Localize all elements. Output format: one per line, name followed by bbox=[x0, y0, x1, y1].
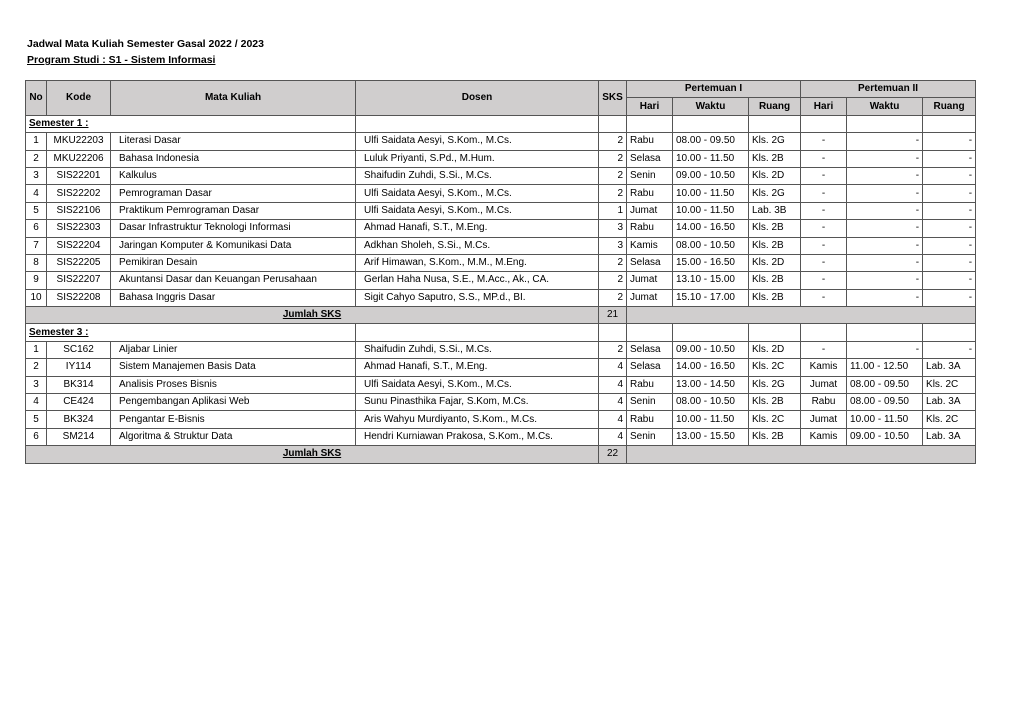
day-2: Jumat bbox=[801, 376, 847, 393]
day-1: Jumat bbox=[627, 289, 673, 306]
total-filler bbox=[627, 307, 976, 324]
course-code: BK324 bbox=[47, 411, 111, 428]
room-2: - bbox=[923, 133, 976, 150]
course-name: Algoritma & Struktur Data bbox=[111, 428, 356, 445]
room-2: - bbox=[923, 289, 976, 306]
empty-cell bbox=[356, 115, 599, 132]
time-2: 09.00 - 10.50 bbox=[847, 428, 923, 445]
document-header bbox=[27, 36, 264, 67]
semester-label: Semester 3 : bbox=[26, 324, 356, 341]
credits: 4 bbox=[599, 376, 627, 393]
lecturer: Ulfi Saidata Aesyi, S.Kom., M.Cs. bbox=[356, 185, 599, 202]
time-1: 15.00 - 16.50 bbox=[673, 254, 749, 271]
credits: 4 bbox=[599, 411, 627, 428]
row-no: 10 bbox=[26, 289, 47, 306]
semester-label: Semester 1 : bbox=[26, 115, 356, 132]
credits: 2 bbox=[599, 185, 627, 202]
day-1: Selasa bbox=[627, 150, 673, 167]
room-2: Lab. 3A bbox=[923, 359, 976, 376]
row-no: 9 bbox=[26, 272, 47, 289]
day-2: - bbox=[801, 341, 847, 358]
credits: 2 bbox=[599, 272, 627, 289]
program-title: Program Studi : S1 - Sistem Informasi bbox=[27, 54, 216, 66]
course-name: Analisis Proses Bisnis bbox=[111, 376, 356, 393]
course-name: Praktikum Pemrograman Dasar bbox=[111, 202, 356, 219]
empty-cell bbox=[847, 115, 923, 132]
table-row bbox=[26, 185, 976, 202]
room-2: - bbox=[923, 167, 976, 184]
total-filler bbox=[627, 446, 976, 463]
course-name: Pemikiran Desain bbox=[111, 254, 356, 271]
room-2: Kls. 2C bbox=[923, 411, 976, 428]
room-2: - bbox=[923, 341, 976, 358]
day-2: - bbox=[801, 150, 847, 167]
col-ruang-2: Ruang bbox=[923, 98, 976, 115]
row-no: 8 bbox=[26, 254, 47, 271]
room-2: - bbox=[923, 272, 976, 289]
row-no: 7 bbox=[26, 237, 47, 254]
empty-cell bbox=[673, 115, 749, 132]
room-1: Kls. 2B bbox=[749, 237, 801, 254]
time-2: - bbox=[847, 167, 923, 184]
col-sks: SKS bbox=[599, 81, 627, 116]
credits: 2 bbox=[599, 341, 627, 358]
time-1: 10.00 - 11.50 bbox=[673, 150, 749, 167]
course-name: Dasar Infrastruktur Teknologi Informasi bbox=[111, 220, 356, 237]
course-code: SIS22106 bbox=[47, 202, 111, 219]
row-no: 6 bbox=[26, 428, 47, 445]
lecturer: Luluk Priyanti, S.Pd., M.Hum. bbox=[356, 150, 599, 167]
total-sks: 22 bbox=[599, 446, 627, 463]
course-name: Literasi Dasar bbox=[111, 133, 356, 150]
time-2: - bbox=[847, 254, 923, 271]
document-title: Jadwal Mata Kuliah Semester Gasal 2022 / 2023 bbox=[27, 38, 264, 50]
credits: 4 bbox=[599, 428, 627, 445]
empty-cell bbox=[801, 324, 847, 341]
table-row bbox=[26, 289, 976, 306]
room-2: - bbox=[923, 202, 976, 219]
lecturer: Sunu Pinasthika Fajar, S.Kom, M.Cs. bbox=[356, 394, 599, 411]
day-1: Rabu bbox=[627, 185, 673, 202]
time-1: 09.00 - 10.50 bbox=[673, 167, 749, 184]
time-1: 15.10 - 17.00 bbox=[673, 289, 749, 306]
credits: 2 bbox=[599, 289, 627, 306]
lecturer: Ahmad Hanafi, S.T., M.Eng. bbox=[356, 359, 599, 376]
col-waktu-1: Waktu bbox=[673, 98, 749, 115]
time-1: 14.00 - 16.50 bbox=[673, 359, 749, 376]
time-2: - bbox=[847, 185, 923, 202]
day-1: Selasa bbox=[627, 254, 673, 271]
course-name: Akuntansi Dasar dan Keuangan Perusahaan bbox=[111, 272, 356, 289]
room-1: Kls. 2C bbox=[749, 411, 801, 428]
day-1: Rabu bbox=[627, 133, 673, 150]
time-2: - bbox=[847, 237, 923, 254]
col-waktu-2: Waktu bbox=[847, 98, 923, 115]
table-row bbox=[26, 428, 976, 445]
room-1: Kls. 2B bbox=[749, 394, 801, 411]
time-1: 10.00 - 11.50 bbox=[673, 411, 749, 428]
row-no: 4 bbox=[26, 185, 47, 202]
time-2: - bbox=[847, 220, 923, 237]
day-1: Kamis bbox=[627, 237, 673, 254]
time-2: - bbox=[847, 289, 923, 306]
total-sks: 21 bbox=[599, 307, 627, 324]
credits: 3 bbox=[599, 237, 627, 254]
time-2: - bbox=[847, 133, 923, 150]
empty-cell bbox=[847, 324, 923, 341]
room-2: - bbox=[923, 220, 976, 237]
room-1: Kls. 2B bbox=[749, 150, 801, 167]
col-pertemuan-2: Pertemuan II bbox=[801, 81, 976, 98]
day-2: - bbox=[801, 237, 847, 254]
day-1: Rabu bbox=[627, 411, 673, 428]
day-2: - bbox=[801, 289, 847, 306]
col-mata-kuliah: Mata Kuliah bbox=[111, 81, 356, 116]
day-1: Rabu bbox=[627, 220, 673, 237]
lecturer: Ahmad Hanafi, S.T., M.Eng. bbox=[356, 220, 599, 237]
room-1: Kls. 2G bbox=[749, 376, 801, 393]
room-1: Kls. 2B bbox=[749, 272, 801, 289]
day-2: - bbox=[801, 254, 847, 271]
day-1: Jumat bbox=[627, 202, 673, 219]
credits: 3 bbox=[599, 220, 627, 237]
room-2: Lab. 3A bbox=[923, 428, 976, 445]
row-no: 3 bbox=[26, 167, 47, 184]
course-code: SIS22202 bbox=[47, 185, 111, 202]
day-1: Jumat bbox=[627, 272, 673, 289]
course-code: SIS22204 bbox=[47, 237, 111, 254]
room-1: Kls. 2D bbox=[749, 341, 801, 358]
lecturer: Ulfi Saidata Aesyi, S.Kom., M.Cs. bbox=[356, 376, 599, 393]
course-name: Pengantar E-Bisnis bbox=[111, 411, 356, 428]
credits: 2 bbox=[599, 150, 627, 167]
time-2: 08.00 - 09.50 bbox=[847, 376, 923, 393]
lecturer: Shaifudin Zuhdi, S.Si., M.Cs. bbox=[356, 341, 599, 358]
table-row bbox=[26, 150, 976, 167]
table-row bbox=[26, 202, 976, 219]
day-2: - bbox=[801, 133, 847, 150]
course-name: Bahasa Indonesia bbox=[111, 150, 356, 167]
room-1: Kls. 2D bbox=[749, 254, 801, 271]
time-1: 14.00 - 16.50 bbox=[673, 220, 749, 237]
room-2: - bbox=[923, 237, 976, 254]
course-code: SIS22208 bbox=[47, 289, 111, 306]
row-no: 5 bbox=[26, 202, 47, 219]
time-1: 09.00 - 10.50 bbox=[673, 341, 749, 358]
col-ruang-1: Ruang bbox=[749, 98, 801, 115]
empty-cell bbox=[923, 115, 976, 132]
empty-cell bbox=[627, 115, 673, 132]
day-1: Rabu bbox=[627, 376, 673, 393]
time-2: 08.00 - 09.50 bbox=[847, 394, 923, 411]
col-hari-2: Hari bbox=[801, 98, 847, 115]
col-hari-1: Hari bbox=[627, 98, 673, 115]
course-name: Pemrograman Dasar bbox=[111, 185, 356, 202]
lecturer: Adkhan Sholeh, S.Si., M.Cs. bbox=[356, 237, 599, 254]
time-1: 10.00 - 11.50 bbox=[673, 185, 749, 202]
table-row bbox=[26, 133, 976, 150]
course-name: Kalkulus bbox=[111, 167, 356, 184]
empty-cell bbox=[801, 115, 847, 132]
lecturer: Gerlan Haha Nusa, S.E., M.Acc., Ak., CA. bbox=[356, 272, 599, 289]
course-code: SIS22303 bbox=[47, 220, 111, 237]
schedule-table bbox=[25, 80, 976, 464]
total-row bbox=[26, 307, 976, 324]
time-1: 08.00 - 09.50 bbox=[673, 133, 749, 150]
empty-cell bbox=[923, 324, 976, 341]
room-1: Kls. 2C bbox=[749, 359, 801, 376]
course-name: Jaringan Komputer & Komunikasi Data bbox=[111, 237, 356, 254]
course-name: Sistem Manajemen Basis Data bbox=[111, 359, 356, 376]
course-code: IY114 bbox=[47, 359, 111, 376]
day-2: Rabu bbox=[801, 394, 847, 411]
lecturer: Aris Wahyu Murdiyanto, S.Kom., M.Cs. bbox=[356, 411, 599, 428]
day-2: - bbox=[801, 167, 847, 184]
table-row bbox=[26, 359, 976, 376]
time-2: - bbox=[847, 272, 923, 289]
course-name: Aljabar Linier bbox=[111, 341, 356, 358]
room-2: Lab. 3A bbox=[923, 394, 976, 411]
course-name: Pengembangan Aplikasi Web bbox=[111, 394, 356, 411]
table-row bbox=[26, 272, 976, 289]
day-1: Selasa bbox=[627, 359, 673, 376]
table-row bbox=[26, 376, 976, 393]
time-2: - bbox=[847, 341, 923, 358]
table-row bbox=[26, 341, 976, 358]
row-no: 1 bbox=[26, 341, 47, 358]
empty-cell bbox=[749, 115, 801, 132]
table-header bbox=[26, 81, 976, 116]
empty-cell bbox=[599, 115, 627, 132]
credits: 2 bbox=[599, 133, 627, 150]
day-2: Jumat bbox=[801, 411, 847, 428]
table-body bbox=[26, 115, 976, 463]
time-2: 10.00 - 11.50 bbox=[847, 411, 923, 428]
time-2: 11.00 - 12.50 bbox=[847, 359, 923, 376]
day-2: - bbox=[801, 272, 847, 289]
row-no: 2 bbox=[26, 359, 47, 376]
day-1: Senin bbox=[627, 428, 673, 445]
room-2: - bbox=[923, 150, 976, 167]
day-1: Senin bbox=[627, 394, 673, 411]
col-pertemuan-1: Pertemuan I bbox=[627, 81, 801, 98]
time-1: 08.00 - 10.50 bbox=[673, 394, 749, 411]
row-no: 3 bbox=[26, 376, 47, 393]
room-1: Lab. 3B bbox=[749, 202, 801, 219]
table-row bbox=[26, 411, 976, 428]
table-row bbox=[26, 394, 976, 411]
course-name: Bahasa Inggris Dasar bbox=[111, 289, 356, 306]
room-2: Kls. 2C bbox=[923, 376, 976, 393]
day-2: Kamis bbox=[801, 359, 847, 376]
lecturer: Hendri Kurniawan Prakosa, S.Kom., M.Cs. bbox=[356, 428, 599, 445]
lecturer: Ulfi Saidata Aesyi, S.Kom., M.Cs. bbox=[356, 133, 599, 150]
col-no: No bbox=[26, 81, 47, 116]
time-1: 13.10 - 15.00 bbox=[673, 272, 749, 289]
table-row bbox=[26, 167, 976, 184]
col-kode: Kode bbox=[47, 81, 111, 116]
course-code: MKU22203 bbox=[47, 133, 111, 150]
room-2: - bbox=[923, 185, 976, 202]
time-1: 08.00 - 10.50 bbox=[673, 237, 749, 254]
day-2: - bbox=[801, 185, 847, 202]
semester-heading-row bbox=[26, 324, 976, 341]
room-1: Kls. 2G bbox=[749, 133, 801, 150]
course-code: CE424 bbox=[47, 394, 111, 411]
total-row bbox=[26, 446, 976, 463]
total-label: Jumlah SKS bbox=[26, 446, 599, 463]
empty-cell bbox=[599, 324, 627, 341]
course-code: SIS22201 bbox=[47, 167, 111, 184]
semester-heading-row bbox=[26, 115, 976, 132]
empty-cell bbox=[356, 324, 599, 341]
room-2: - bbox=[923, 254, 976, 271]
room-1: Kls. 2B bbox=[749, 220, 801, 237]
course-code: SIS22207 bbox=[47, 272, 111, 289]
lecturer: Shaifudin Zuhdi, S.Si., M.Cs. bbox=[356, 167, 599, 184]
day-1: Senin bbox=[627, 167, 673, 184]
time-2: - bbox=[847, 150, 923, 167]
room-1: Kls. 2G bbox=[749, 185, 801, 202]
room-1: Kls. 2B bbox=[749, 289, 801, 306]
day-1: Selasa bbox=[627, 341, 673, 358]
row-no: 4 bbox=[26, 394, 47, 411]
lecturer: Ulfi Saidata Aesyi, S.Kom., M.Cs. bbox=[356, 202, 599, 219]
time-1: 13.00 - 15.50 bbox=[673, 428, 749, 445]
course-code: BK314 bbox=[47, 376, 111, 393]
time-1: 10.00 - 11.50 bbox=[673, 202, 749, 219]
empty-cell bbox=[749, 324, 801, 341]
empty-cell bbox=[673, 324, 749, 341]
course-code: MKU22206 bbox=[47, 150, 111, 167]
row-no: 1 bbox=[26, 133, 47, 150]
time-1: 13.00 - 14.50 bbox=[673, 376, 749, 393]
credits: 1 bbox=[599, 202, 627, 219]
table-row bbox=[26, 254, 976, 271]
course-code: SM214 bbox=[47, 428, 111, 445]
credits: 4 bbox=[599, 394, 627, 411]
time-2: - bbox=[847, 202, 923, 219]
day-2: - bbox=[801, 220, 847, 237]
row-no: 5 bbox=[26, 411, 47, 428]
room-1: Kls. 2B bbox=[749, 428, 801, 445]
table-row bbox=[26, 237, 976, 254]
table-row bbox=[26, 220, 976, 237]
total-label: Jumlah SKS bbox=[26, 307, 599, 324]
lecturer: Arif Himawan, S.Kom., M.M., M.Eng. bbox=[356, 254, 599, 271]
room-1: Kls. 2D bbox=[749, 167, 801, 184]
col-dosen: Dosen bbox=[356, 81, 599, 116]
row-no: 2 bbox=[26, 150, 47, 167]
day-2: Kamis bbox=[801, 428, 847, 445]
row-no: 6 bbox=[26, 220, 47, 237]
credits: 2 bbox=[599, 167, 627, 184]
course-code: SIS22205 bbox=[47, 254, 111, 271]
credits: 4 bbox=[599, 359, 627, 376]
course-code: SC162 bbox=[47, 341, 111, 358]
lecturer: Sigit Cahyo Saputro, S.S., MP.d., BI. bbox=[356, 289, 599, 306]
day-2: - bbox=[801, 202, 847, 219]
empty-cell bbox=[627, 324, 673, 341]
credits: 2 bbox=[599, 254, 627, 271]
